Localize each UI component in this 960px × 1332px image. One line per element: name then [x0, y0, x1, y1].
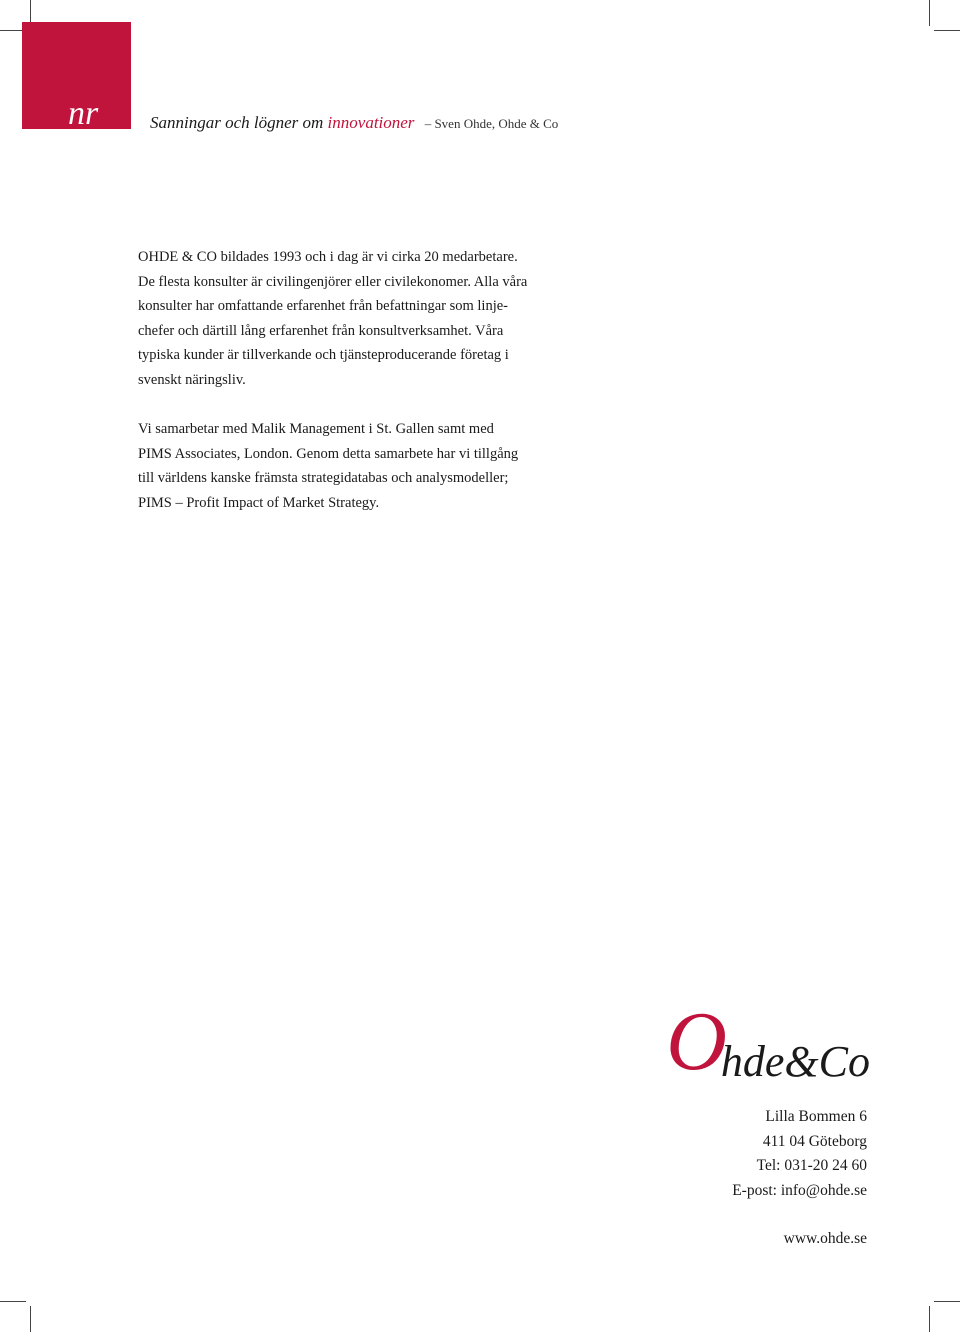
- title-author: – Sven Ohde, Ohde & Co: [424, 116, 559, 131]
- paragraph-company: OHDE & CO bildades 1993 och i dag är vi cirka 20 medarbetare. De flesta konsulter är civilingenjörer eller civilekonomer. Alla våra konsulter har omfattande erfarenhet från befattningar som linje- chefer och därtill lång erfarenhet från konsultverksamhet. Våra typiska kunder är tillverkande och tjänsteproducerande företag i svenskt näringsliv.: [138, 249, 528, 388]
- address-postal: 411 04 Göteborg: [762, 1132, 867, 1150]
- issue-label: [68, 94, 124, 134]
- issue-number: 4: [106, 95, 124, 132]
- page-title: [150, 112, 558, 135]
- contact-block: [732, 1105, 867, 1252]
- contact-phone: Tel: 031-20 24 60: [756, 1157, 867, 1174]
- address-street: Lilla Bommen 6: [765, 1108, 867, 1125]
- crop-mark: [934, 30, 960, 31]
- crop-mark: [929, 1306, 930, 1332]
- contact-email[interactable]: E-post: info@ohde.se: [732, 1181, 867, 1199]
- title-accent: innovationer: [327, 113, 415, 132]
- title-main: Sanningar och lögner om: [150, 113, 324, 132]
- crop-mark: [934, 1301, 960, 1302]
- crop-mark: [0, 1301, 26, 1302]
- crop-mark: [30, 1306, 31, 1332]
- crop-mark: [929, 0, 930, 26]
- paragraph-partners: Vi samarbetar med Malik Management i St. Gallen samt med PIMS Associates, London. Genom detta samarbete har vi tillgång till världens kanske främsta strategidatabas och analysmodeller; PIMS – Profit Impact of Market Strategy.: [138, 421, 519, 511]
- logo-initial: O: [666, 995, 721, 1088]
- company-logo: [666, 995, 870, 1088]
- body-text: [138, 245, 558, 540]
- issue-prefix: nr: [68, 95, 99, 132]
- logo-wordmark: hde&Co: [720, 1037, 870, 1086]
- website-link[interactable]: www.ohde.se: [783, 1230, 867, 1247]
